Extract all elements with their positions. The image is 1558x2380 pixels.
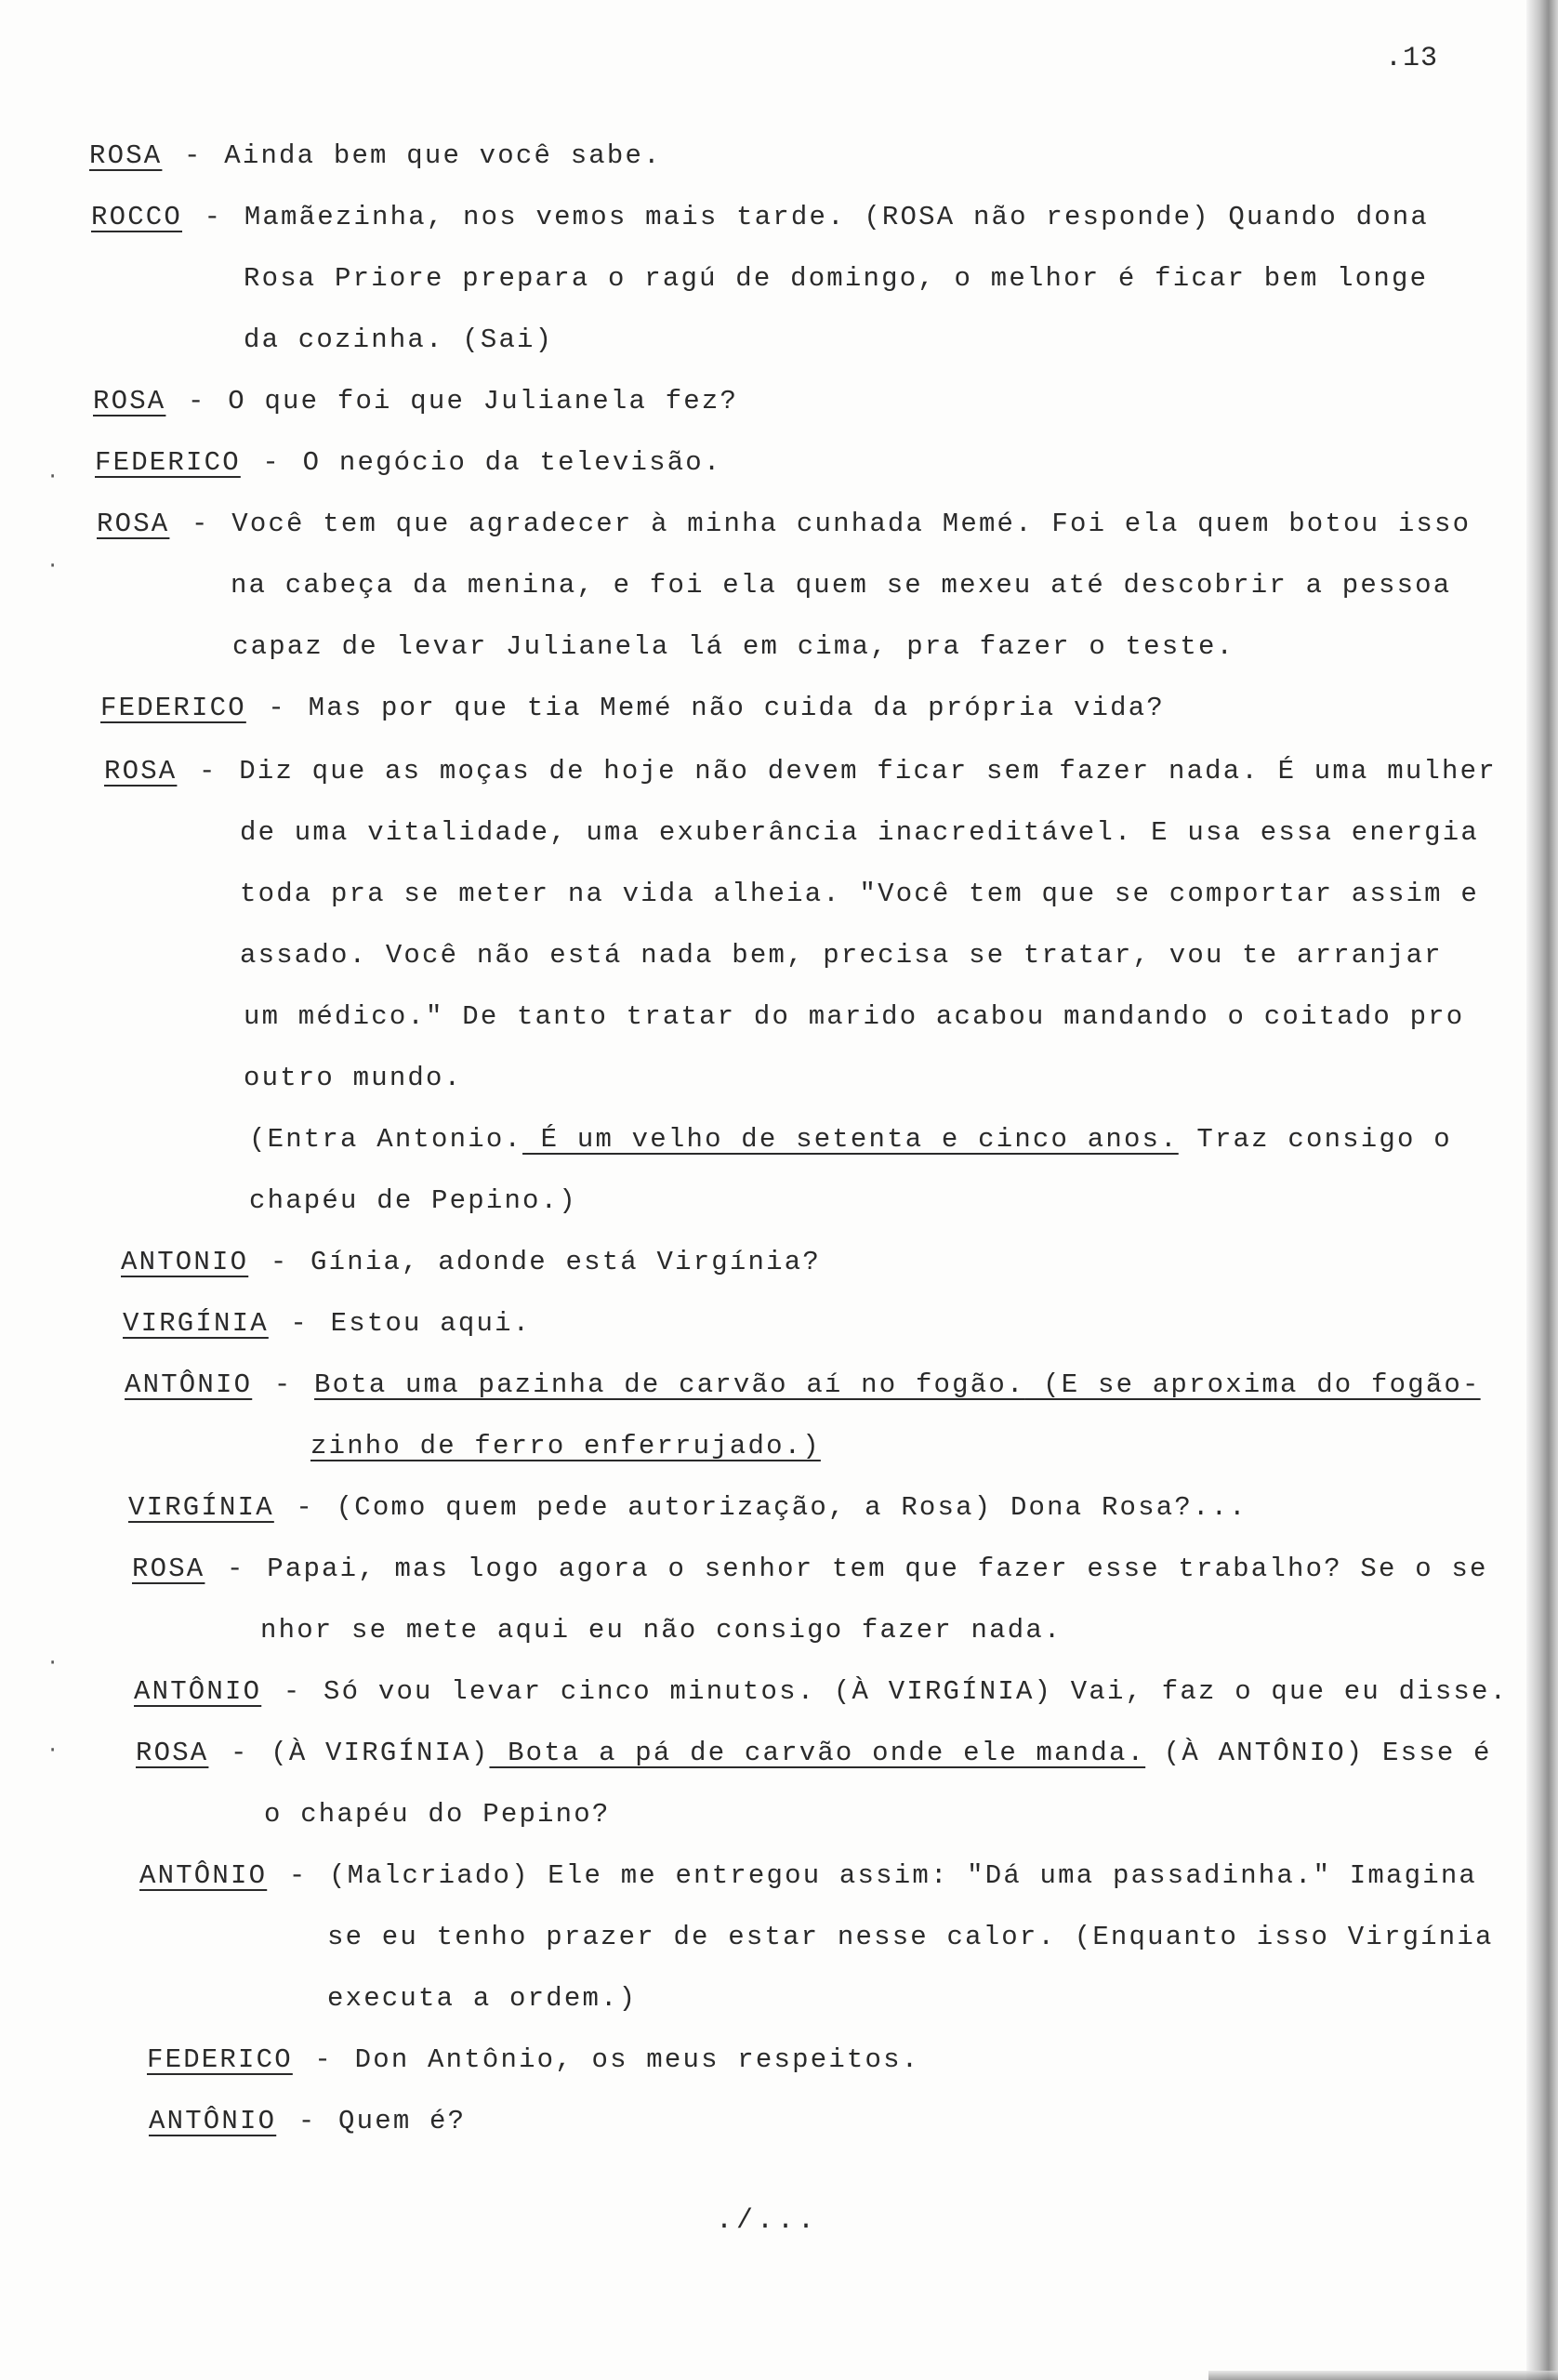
dialogue-line: FEDERICO - Mas por que tia Memé não cuida da própria vida? (100, 693, 1165, 723)
dialogue-line: ROSA - (À VIRGÍNIA) Bota a pá de carvão onde ele manda. (À ANTÔNIO) Esse é (136, 1738, 1492, 1768)
speaker-name: ANTÔNIO (139, 1860, 268, 1891)
speaker-name: ROSA (89, 140, 163, 171)
dialogue-text: Estou aqui. (330, 1308, 532, 1339)
speaker-name: ANTÔNIO (125, 1369, 253, 1400)
dialogue-text: Don Antônio, os meus respeitos. (354, 2044, 920, 2075)
dialogue-line: ANTONIO - Gínia, adonde está Virgínia? (121, 1247, 821, 1277)
continuation-line: nhor se mete aqui eu não consigo fazer nada. (260, 1615, 1063, 1646)
speaker-name: FEDERICO (95, 447, 241, 478)
dialogue-line: FEDERICO - Don Antônio, os meus respeitos. (147, 2044, 920, 2075)
dialogue-line: ANTÔNIO - (Malcriado) Ele me entregou assim: "Dá uma passadinha." Imagina (139, 1860, 1478, 1891)
dialogue-text: Você tem que agradecer à minha cunhada Memé. Foi ela quem botou isso (231, 509, 1472, 539)
dialogue-text: Quem é? (338, 2106, 467, 2136)
stage-direction-text: (E se aproxima do fogão- (1024, 1369, 1481, 1400)
continuation-line: se eu tenho prazer de estar nesse calor. (Enquanto isso Virgínia (327, 1922, 1494, 1952)
continuation-line: da cozinha. (Sai) (244, 324, 554, 355)
continuation-line: capaz de levar Julianela lá em cima, pra fazer o teste. (232, 631, 1235, 662)
continuation-line: chapéu de Pepino.) (249, 1185, 577, 1216)
continuation-line: de uma vitalidade, uma exuberância inacreditável. E usa essa energia (240, 817, 1479, 848)
scan-bottom-shadow (1208, 2371, 1558, 2380)
continuation-line: Rosa Priore prepara o ragú de domingo, o melhor é ficar bem longe (244, 263, 1429, 294)
dialogue-line: FEDERICO - O negócio da televisão. (95, 447, 722, 478)
underlined-text: zinho de ferro enferrujado.) (310, 1431, 821, 1461)
dialogue-line: ROSA - Você tem que agradecer à minha cunhada Memé. Foi ela quem botou isso (97, 509, 1472, 539)
dialogue-text: (Como quem pede autorização, a Rosa) Dona Rosa?... (336, 1492, 1248, 1523)
page-number: .13 (1385, 43, 1439, 74)
dialogue-text: Mas por que tia Memé não cuida da própria vida? (308, 693, 1165, 723)
speaker-name: ROSA (97, 509, 170, 539)
dialogue-line: ROCCO - Mamãezinha, nos vemos mais tarde. (ROSA não responde) Quando dona (91, 202, 1430, 232)
continuation-line: o chapéu do Pepino? (264, 1799, 611, 1830)
continuation-line (310, 1430, 821, 1463)
speaker-name: FEDERICO (147, 2044, 293, 2075)
continuation-line: um médico." De tanto tratar do marido acabou mandando o coitado pro (244, 1001, 1465, 1032)
speaker-name: ROSA (104, 756, 178, 787)
continuation-line: executa a ordem.) (327, 1983, 638, 2014)
dialogue-line: VIRGÍNIA - (Como quem pede autorização, a Rosa) Dona Rosa?... (128, 1492, 1248, 1523)
dialogue-text: Só vou levar cinco minutos. (À VIRGÍNIA) Vai, faz o que eu disse. (323, 1676, 1509, 1707)
stage-direction-text: (Entra Antonio. (249, 1124, 523, 1155)
dialogue-text: Gínia, adonde está Virgínia? (310, 1247, 821, 1277)
margin-mark: · (46, 465, 59, 488)
dialogue-line: ROSA - Papai, mas logo agora o senhor tem que fazer esse trabalho? Se o se (132, 1554, 1488, 1584)
margin-mark: · (46, 1651, 59, 1674)
continuation-line: outro mundo. (244, 1063, 463, 1093)
stage-direction-text: (À ANTÔNIO) Esse é (1145, 1738, 1492, 1768)
dialogue-line: ANTÔNIO - Quem é? (149, 2106, 467, 2136)
continuation-line: na cabeça da menina, e foi ela quem se mexeu até descobrir a pessoa (231, 570, 1452, 601)
scan-edge-shadow (1526, 0, 1558, 2380)
dialogue-line: ROSA - O que foi que Julianela fez? (93, 386, 739, 416)
stage-direction-text: Traz consigo o (1178, 1124, 1452, 1155)
stage-direction-line (249, 1123, 1452, 1157)
continuation-marker: ./... (716, 2205, 819, 2237)
dialogue-text: O negócio da televisão. (302, 447, 722, 478)
dialogue-text: Diz que as moças de hoje não devem ficar sem fazer nada. É uma mulher (239, 756, 1497, 787)
speaker-name: ROSA (93, 386, 166, 416)
dialogue-line: ROSA - Diz que as moças de hoje não devem ficar sem fazer nada. É uma mulher (104, 756, 1497, 787)
dialogue-text: Mamãezinha, nos vemos mais tarde. (ROSA não responde) Quando dona (244, 202, 1430, 232)
dialogue-text: O que foi que Julianela fez? (228, 386, 739, 416)
dialogue-text: Ainda bem que você sabe. (224, 140, 662, 171)
speaker-name: ANTÔNIO (134, 1676, 262, 1707)
speaker-name: ANTÔNIO (149, 2106, 277, 2136)
speaker-name: ROCCO (91, 202, 183, 232)
stage-direction-text: (À VIRGÍNIA) (271, 1738, 490, 1768)
dialogue-line: VIRGÍNIA - Estou aqui. (123, 1308, 532, 1339)
speaker-name: VIRGÍNIA (128, 1492, 274, 1523)
continuation-line: toda pra se meter na vida alheia. "Você tem que se comportar assim e (240, 879, 1479, 909)
margin-mark: · (46, 1739, 59, 1762)
dialogue-line: ANTÔNIO - Bota uma pazinha de carvão aí no fogão. (E se aproxima do fogão- (125, 1369, 1481, 1400)
speaker-name: FEDERICO (100, 693, 246, 723)
underlined-text: Bota uma pazinha de carvão aí no fogão. (314, 1369, 1025, 1400)
speaker-name: ROSA (132, 1554, 205, 1584)
dialogue-line: ANTÔNIO - Só vou levar cinco minutos. (À VIRGÍNIA) Vai, faz o que eu disse. (134, 1676, 1509, 1707)
underlined-text: É um velho de setenta e cinco anos. (522, 1124, 1179, 1155)
speaker-name: ROSA (136, 1738, 209, 1768)
margin-mark: · (46, 554, 59, 577)
underlined-text: Bota a pá de carvão onde ele manda. (489, 1738, 1146, 1768)
speaker-name: ANTONIO (121, 1247, 249, 1277)
dialogue-line: ROSA - Ainda bem que você sabe. (89, 140, 662, 171)
speaker-name: VIRGÍNIA (123, 1308, 269, 1339)
continuation-line: assado. Você não está nada bem, precisa se tratar, vou te arranjar (240, 940, 1443, 971)
dialogue-text: (Malcriado) Ele me entregou assim: "Dá uma passadinha." Imagina (329, 1860, 1478, 1891)
dialogue-text: Papai, mas logo agora o senhor tem que fazer esse trabalho? Se o se (267, 1554, 1488, 1584)
